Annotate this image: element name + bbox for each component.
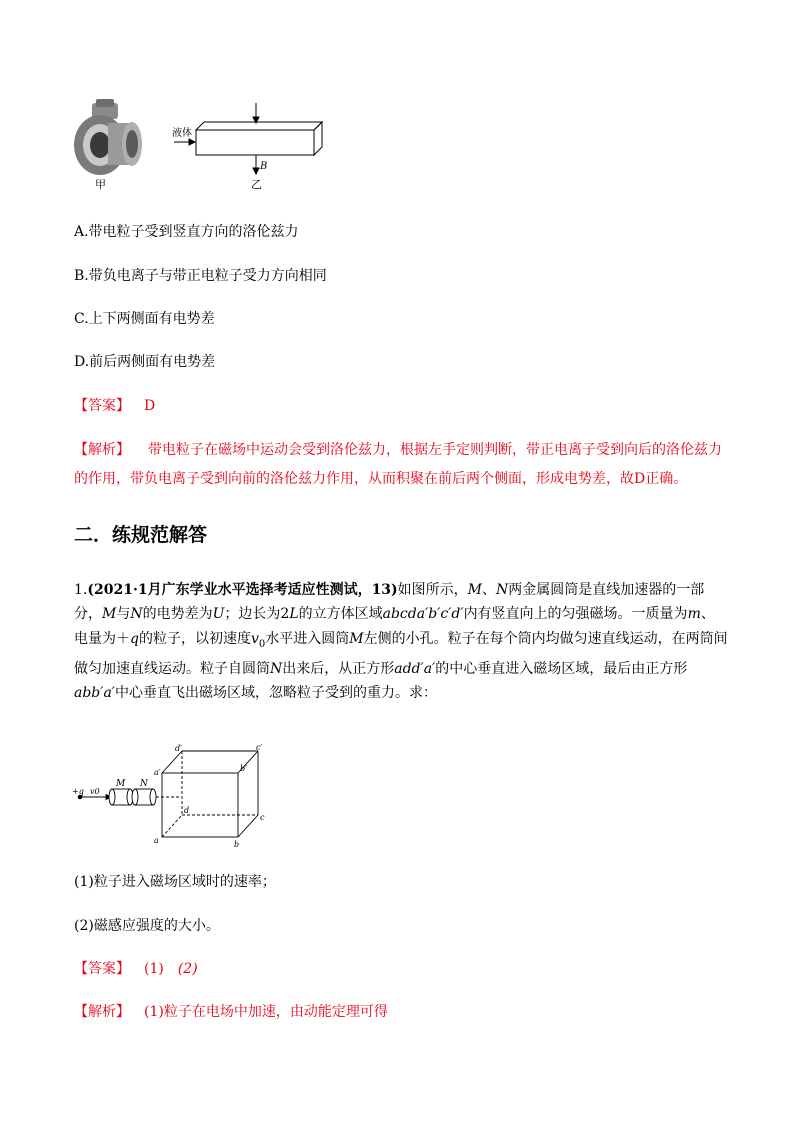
label-q: +q [72, 787, 84, 796]
answer-tag: 【答案】 [74, 961, 130, 977]
label-liquid: 液体 [172, 128, 192, 139]
answer-value: D [144, 398, 156, 414]
label-B: B [260, 161, 268, 172]
label-c: c [260, 813, 265, 822]
label-M: M [116, 779, 126, 789]
answer-tag: 【答案】 [74, 398, 130, 414]
label-a: a [154, 836, 159, 845]
figure1-caption-right: 乙 [251, 178, 262, 191]
label-a-prime: a′ [154, 768, 161, 777]
label-c-prime: c′ [256, 743, 263, 752]
analysis-1-line-1: 【解析】 带电粒子在磁场中运动会受到洛伦兹力，根据左手定则判断，带正电离子受到向后的洛伦兹力 [74, 442, 722, 458]
answer-1 [74, 396, 155, 416]
figure-flowmeter [70, 95, 340, 195]
option-b: B.带负电离子与带正电粒子受力方向相同 [74, 268, 327, 284]
label-v0: v0 [90, 787, 100, 796]
figure-accelerator-cube [70, 742, 270, 854]
question-1: (1)粒子进入磁场区域时的速率； [74, 874, 276, 890]
channel-diagram [174, 103, 322, 174]
label-d: d [184, 806, 190, 815]
analysis-tag: 【解析】 [74, 442, 130, 458]
label-d-prime: d′ [175, 744, 182, 753]
figure1-caption-left: 甲 [95, 178, 106, 191]
problem-1-text: 1.(2021·1月广东学业水平选择考适应性测试，13)如图所示，M、N两金属圆筒是直线加速器的一部分，M与N的电势差为U；边长为2L的立方体区域abcda′b′c′d′内有竖直向上的匀强磁场。一质量为m、电量为＋q的粒子，以初速度$v_0$水平进入圆筒M左侧的小孔。粒子在每个筒内均做匀速直线运动，在两筒间做匀加速直线运动。粒子自圆筒N出来后，从正方形add′a′的中心垂直进入磁场区域，最后由正方形abb′a′中心垂直飞出磁场区域，忽略粒子受到的重力。求： [74, 582, 728, 701]
analysis-tag: 【解析】 [74, 1004, 130, 1020]
label-b: b [234, 840, 240, 849]
flowmeter-device-image [74, 99, 142, 175]
question-2: (2)磁感应强度的大小。 [74, 918, 220, 934]
option-d: D.前后两侧面有电势差 [74, 354, 216, 370]
answer-2 [74, 959, 198, 979]
option-c: C.上下两侧面有电势差 [74, 311, 215, 327]
answer-part-2: (2) [177, 961, 198, 977]
analysis-2: 【解析】 (1)粒子在电场中加速，由动能定理可得 [74, 1004, 388, 1020]
label-N: N [140, 779, 148, 789]
option-a: A.带电粒子受到竖直方向的洛伦兹力 [74, 224, 299, 240]
answer-part-1: (1) [144, 961, 164, 977]
analysis-1-line-2: 的作用，带负电离子受到向前的洛伦兹力作用，从而积聚在前后两个侧面，形成电势差，故D正确。 [74, 471, 688, 487]
section-title: 二．练规范解答 [74, 524, 208, 546]
label-b-prime: b′ [240, 764, 247, 773]
